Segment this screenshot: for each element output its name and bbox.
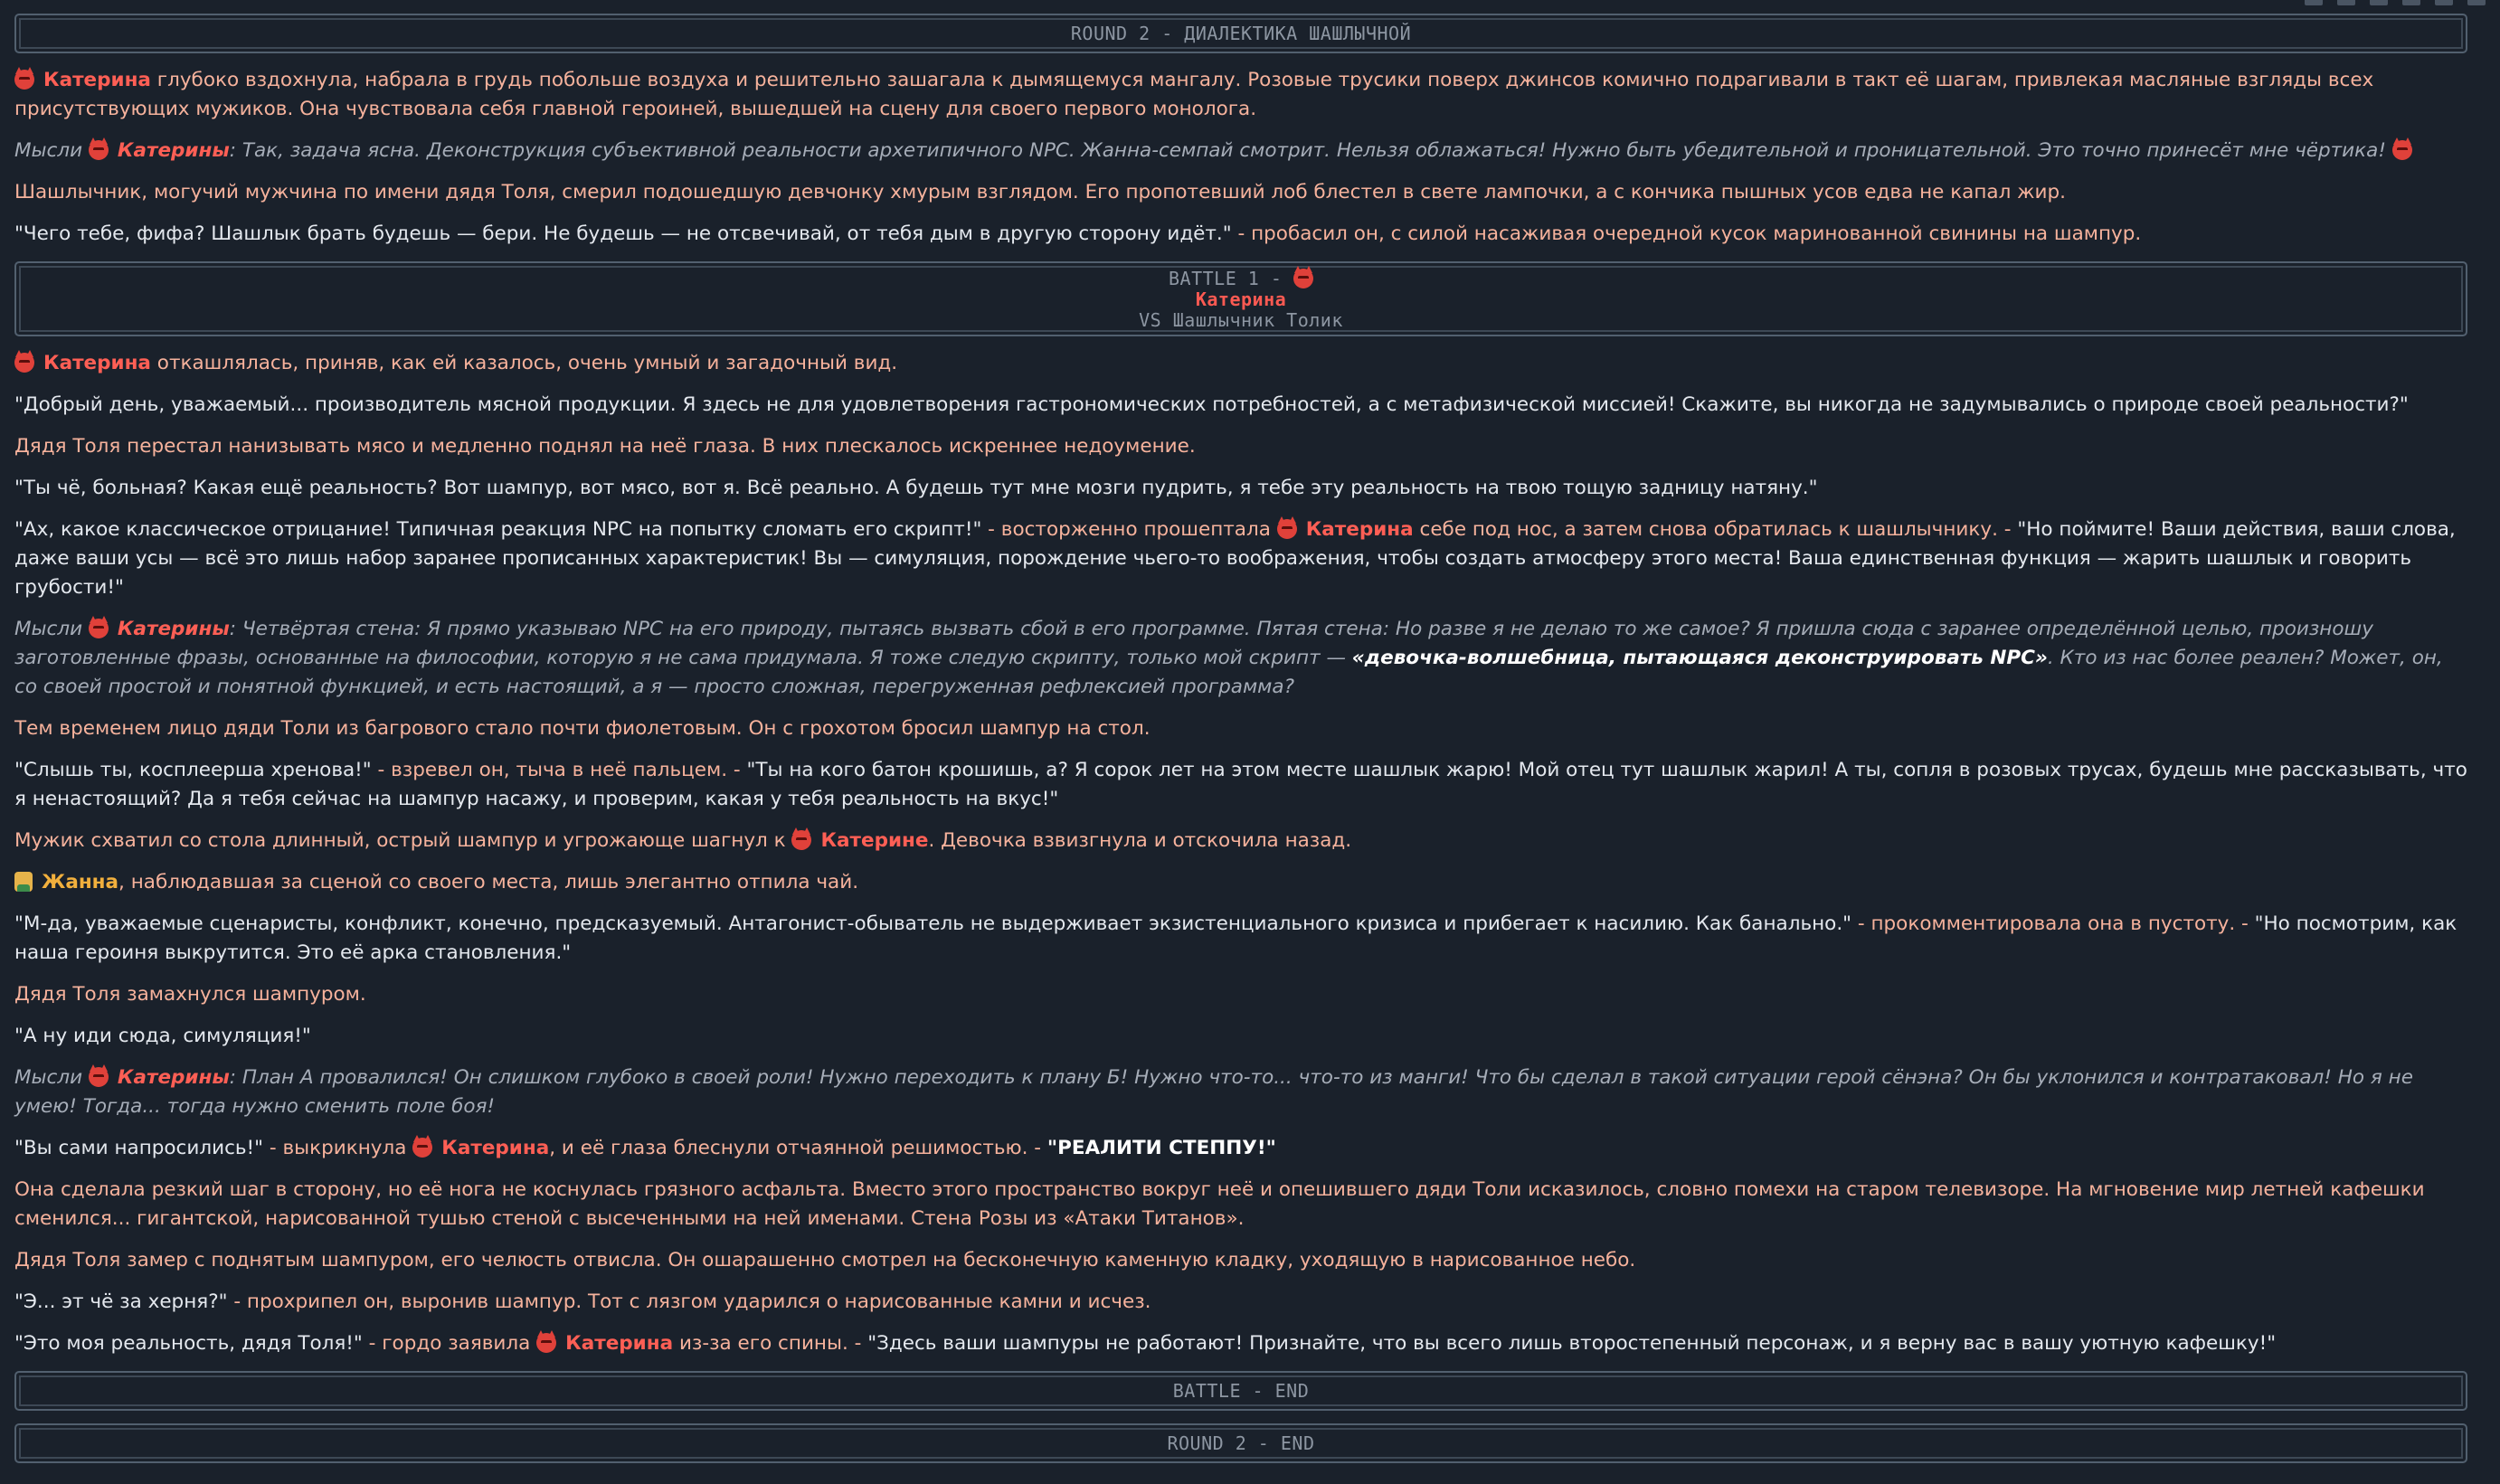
- thought-paragraph: [14, 137, 2467, 165]
- devil-emoji-icon: [14, 70, 34, 90]
- thoughts-prefix: Мысли: [14, 1066, 83, 1089]
- narration: Дядя Толя перестал нанизывать мясо и медленно поднял на неё глаза. В них плескалось искреннее недоумение.: [14, 435, 1196, 458]
- character-name: Катерина: [441, 1137, 550, 1159]
- dialogue: "Ты чё, больная? Какая ещё реальность? Вот шампур, вот мясо, вот я. Всё реально. А будешь тут мне мозги пудрить, я тебе эту реальность на твою тощую задницу натяну.": [14, 477, 1818, 499]
- character-name: Катерина: [43, 352, 151, 374]
- toolbar-icon[interactable]: [2337, 0, 2355, 5]
- character-name: Катерина: [565, 1332, 674, 1355]
- top-toolbar: [0, 0, 2500, 7]
- narration: - гордо заявила: [362, 1332, 537, 1355]
- thought-text: : Так, задача ясна. Деконструкция субъективной реальности архетипичного NPC. Жанна-семпай смотрит. Нельзя облажаться! Нужно быть убедительной и проницательной. Это точно принесёт мне чёртика!: [229, 139, 2386, 162]
- toolbar-icons: [2305, 0, 2486, 5]
- paragraph: [14, 1329, 2467, 1358]
- character-name: Катерины: [117, 139, 230, 162]
- toolbar-icon[interactable]: [2435, 0, 2453, 5]
- paragraph: [14, 827, 2467, 855]
- battle-end-header: BATTLE - END: [14, 1371, 2467, 1411]
- devil-emoji-icon: [412, 1138, 432, 1158]
- dialogue: "Слышь ты, косплеерша хренова!": [14, 759, 372, 781]
- paragraph: [14, 1288, 2467, 1317]
- paragraph: [14, 910, 2467, 968]
- narration: - прокомментировала она в пустоту. -: [1851, 912, 2255, 935]
- character-name: Катерины: [117, 618, 230, 640]
- thought-text: . Кто из нас более реален? Может, он, со своей простой и понятной функцией, и есть настоящий, а я — просто сложная, перегруженная рефлексией программа?: [14, 647, 2443, 698]
- narration: Дядя Толя замер с поднятым шампуром, его челюсть отвисла. Он ошарашенно смотрел на бесконечную каменную кладку, уходящую в нарисованное небо.: [14, 1249, 1636, 1271]
- battle-opponent: VS Шашлычник Толик: [1139, 309, 1343, 331]
- narration: Тем временем лицо дяди Толи из багрового стало почти фиолетовым. Он с грохотом бросил шампур на стол.: [14, 717, 1151, 740]
- devil-emoji-icon: [89, 619, 109, 638]
- dialogue: "М-да, уважаемые сценаристы, конфликт, конечно, предсказуемый. Антагонист-обыватель не выдерживает экзистенциального кризиса и прибегает к насилию. Как банально.": [14, 912, 1852, 935]
- narration: - восторженно прошептала: [981, 518, 1277, 541]
- narration: глубоко вздохнула, набрала в грудь побольше воздуха и решительно зашагала к дымящемуся мангалу. Розовые трусики поверх джинсов комично подрагивали в такт её шагам, привлекая масляные взгляды всех присутствующих мужиков. Она чувствовала себя главной героиней, вышедшей на сцену для своего первого монолога.: [14, 69, 2374, 120]
- toolbar-icon[interactable]: [2305, 0, 2323, 5]
- dialogue: "Вы сами напросились!": [14, 1137, 264, 1159]
- round-start-header: ROUND 2 - ДИАЛЕКТИКА ШАШЛЫЧНОЙ: [14, 14, 2467, 53]
- narration: из-за его спины. -: [673, 1332, 868, 1355]
- narration: , и её глаза блеснули отчаянной решимостью. -: [549, 1137, 1047, 1159]
- devil-emoji-icon: [14, 353, 34, 373]
- dialogue: "Добрый день, уважаемый... производитель мясной продукции. Я здесь не для удовлетворения гастрономических потребностей, а с метафизической миссией! Скажите, вы никогда не задумывались о природе своей реальности?": [14, 393, 2409, 416]
- narration: , наблюдавшая за сценой со своего места, лишь элегантно отпила чай.: [118, 871, 859, 893]
- dialogue: "Здесь ваши шампуры не работают! Признайте, что вы всего лишь второстепенный персонаж, и я верну вас в вашу уютную кафешку!": [867, 1332, 2277, 1355]
- paragraph: [14, 515, 2467, 602]
- thoughts-prefix: Мысли: [14, 618, 83, 640]
- character-name-zhanna: Жанна: [42, 871, 119, 893]
- devil-emoji-icon: [89, 140, 109, 160]
- character-name: Катерины: [117, 1066, 230, 1089]
- round-end-header: ROUND 2 - END: [14, 1423, 2467, 1463]
- paragraph: [14, 349, 2467, 378]
- paragraph: [14, 868, 2467, 897]
- thought-paragraph: [14, 615, 2467, 702]
- narration: Мужик схватил со стола длинный, острый шампур и угрожающе шагнул к: [14, 829, 792, 852]
- paragraph: [14, 756, 2467, 814]
- paragraph: [14, 1134, 2467, 1163]
- narration: - пробасил он, с силой насаживая очередной кусок маринованной свинины на шампур.: [1231, 222, 2142, 245]
- thought-emphasis: «девочка-волшебница, пытающаяся деконструировать NPC»: [1351, 647, 2048, 669]
- thoughts-prefix: Мысли: [14, 139, 83, 162]
- character-name: Катерина: [1305, 518, 1414, 541]
- dialogue: "Но посмотрим, как наша героиня выкрутится. Это её арка становления.": [14, 912, 2457, 964]
- battle-title: BATTLE 1 -: [1169, 268, 1283, 289]
- devil-emoji-icon: [536, 1333, 556, 1353]
- toolbar-icon[interactable]: [2370, 0, 2388, 5]
- narration: Она сделала резкий шаг в сторону, но её нога не коснулась грязного асфальта. Вместо этого пространство вокруг неё и опешившего дяди Толи исказилось, словно помехи на старом телевизоре. На мгновение мир летней кафешки сменился... гигантской, нарисованной тушью стеной с высеченными на ней именами. Стена Розы из «Атаки Титанов».: [14, 1178, 2425, 1230]
- dialogue: "Э... эт чё за херня?": [14, 1290, 228, 1313]
- narration: - взревел он, тыча в неё пальцем. -: [371, 759, 747, 781]
- narration: себе под нос, а затем снова обратилась к шашлычнику. -: [1413, 518, 2018, 541]
- paragraph: [14, 220, 2467, 249]
- devil-emoji-icon: [1293, 269, 1313, 288]
- narration: Шашлычник, могучий мужчина по имени дядя Толя, смерил подошедшую девчонку хмурым взглядом. Его пропотевший лоб блестел в свете лампочки, а с кончика пышных усов едва не капал жир.: [14, 181, 2066, 203]
- character-name: Катерине: [820, 829, 929, 852]
- chat-message-content: [14, 14, 2467, 1463]
- narration: Дядя Толя замахнулся шампуром.: [14, 983, 366, 1006]
- character-name: Катерина: [43, 69, 151, 91]
- toolbar-icon[interactable]: [2402, 0, 2420, 5]
- dialogue: "А ну иди сюда, симуляция!": [14, 1025, 311, 1047]
- narration: . Девочка взвизгнула и отскочила назад.: [928, 829, 1352, 852]
- devil-emoji-icon: [2392, 140, 2412, 160]
- devil-emoji-icon: [89, 1067, 109, 1087]
- dialogue: "Ах, какое классическое отрицание! Типичная реакция NPC на попытку сломать его скрипт!": [14, 518, 982, 541]
- dialogue: "Это моя реальность, дядя Толя!": [14, 1332, 363, 1355]
- paragraph: [14, 66, 2467, 124]
- thought-paragraph: [14, 1063, 2467, 1121]
- thought-text: : Четвёртая стена: Я прямо указываю NPC на его природу, пытаясь вызвать сбой в его программе. Пятая стена: Но разве я не делаю то же самое? Я пришла сюда с заранее определённой целью, произношу заготовленные фразы, основанные на философии, которую я не сама придумала. Я тоже следую скрипту, только мой скрипт —: [14, 618, 2373, 669]
- toolbar-icon[interactable]: [2467, 0, 2486, 5]
- thought-text: : План А провалился! Он слишком глубоко в своей роли! Нужно переходить к плану Б! Нужно что-то... что-то из манги! Что бы сделал в такой ситуации герой сёнэна? Он бы уклонился и контратаковал! Но я не умею! Тогда... тогда нужно сменить поле боя!: [14, 1066, 2413, 1118]
- battle-character-name: Катерина: [1195, 288, 1287, 310]
- woman-emoji-icon: [14, 872, 33, 892]
- narration: откашлялась, приняв, как ей казалось, очень умный и загадочный вид.: [150, 352, 898, 374]
- devil-emoji-icon: [791, 830, 811, 850]
- dialogue: "Ты на кого батон крошишь, а? Я сорок лет на этом месте шашлык жарю! Мой отец тут шашлык жарил! А ты, сопля в розовых трусах, будешь мне рассказывать, что я ненастоящий? Да я тебя сейчас на шампур насажу, и проверим, какая у тебя реальность на вкус!": [14, 759, 2467, 810]
- narration: - выкрикнула: [263, 1137, 413, 1159]
- dialogue: "Но поймите! Ваши действия, ваши слова, даже ваши усы — всё это лишь набор заранее прописанных характеристик! Вы — симуляция, порождение чьего-то воображения, чтобы создать атмосферу этого места! Ваша единственная функция — жарить шашлык и говорить грубости!": [14, 518, 2456, 599]
- battle-start-header: [14, 261, 2467, 336]
- narration: - прохрипел он, выронив шампур. Тот с лязгом ударился о нарисованные камни и исчез.: [227, 1290, 1151, 1313]
- devil-emoji-icon: [1277, 519, 1297, 539]
- dialogue: "Чего тебе, фифа? Шашлык брать будешь — бери. Не будешь — не отсвечивай, от тебя дым в другую сторону идёт.": [14, 222, 1232, 245]
- dialogue-emphasis: "РЕАЛИТИ СТЕППУ!": [1046, 1137, 1276, 1159]
